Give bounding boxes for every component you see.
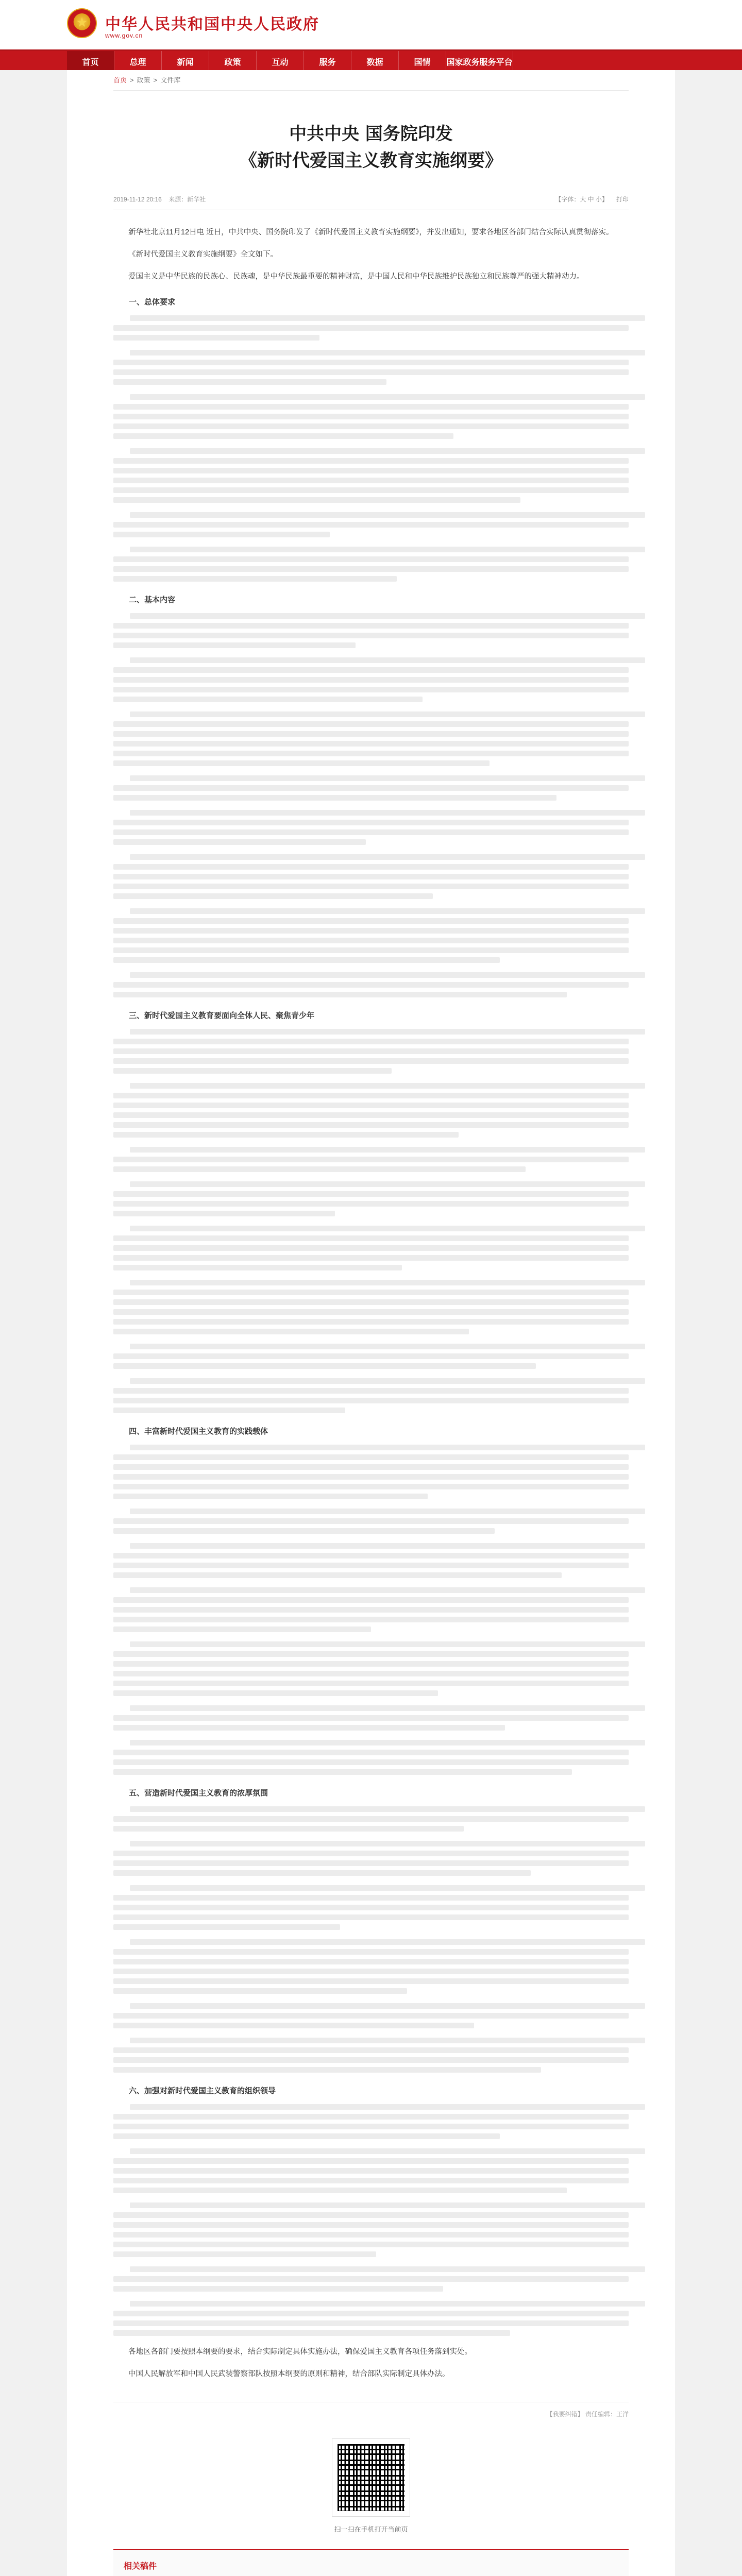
- text-line: [113, 487, 629, 493]
- related-title: 相关稿件: [124, 2562, 157, 2571]
- text-line: [113, 1255, 629, 1261]
- article-body: [113, 210, 629, 2381]
- text-line: [130, 547, 645, 552]
- qr-code-icon: [332, 2439, 410, 2516]
- title-line-1: 中共中央 国务院印发: [289, 124, 453, 144]
- text-line: [113, 1265, 402, 1270]
- text-line: [113, 1484, 629, 1489]
- text-line: [113, 947, 629, 953]
- text-line: [113, 1201, 629, 1207]
- nav-item-guoqing[interactable]: 国情: [399, 51, 446, 72]
- text-line: [113, 1759, 629, 1765]
- text-line: [130, 854, 645, 860]
- text-line: [113, 1626, 371, 1632]
- text-line: [130, 775, 645, 781]
- article-paragraph-placeholder: [113, 448, 629, 503]
- text-line: [113, 1870, 531, 1876]
- article-paragraph-placeholder: [113, 1841, 629, 1876]
- text-line: [130, 1344, 645, 1349]
- text-line: [113, 2023, 474, 2028]
- text-line: [113, 1132, 459, 1138]
- text-line: [113, 1690, 438, 1696]
- text-line: [113, 2222, 629, 2228]
- text-line: [130, 1641, 645, 1647]
- article-paragraph-placeholder: [113, 1344, 629, 1369]
- text-line: [130, 2003, 645, 2009]
- text-line: [113, 1454, 629, 1460]
- article-paragraph-placeholder: [113, 315, 629, 341]
- text-line: [113, 687, 629, 692]
- qr-block: [113, 2439, 629, 2534]
- article-paragraph-placeholder: [113, 972, 629, 997]
- text-line: [113, 2276, 629, 2282]
- site-domain: www.gov.cn: [105, 32, 143, 39]
- text-line: [130, 315, 645, 321]
- article-meta: [113, 195, 629, 210]
- breadcrumb-section[interactable]: 政策: [137, 76, 150, 84]
- text-line: [130, 1445, 645, 1450]
- text-line: [113, 820, 629, 825]
- article-paragraph-placeholder: [113, 1885, 629, 1930]
- article-source: 来源：新华社: [168, 196, 206, 203]
- text-line: [113, 1518, 629, 1524]
- article-paragraph-placeholder: [113, 2038, 629, 2073]
- text-line: [113, 2057, 629, 2063]
- article-paragraph-placeholder: [113, 1543, 629, 1578]
- text-line: [113, 1157, 629, 1162]
- text-line: [113, 2178, 629, 2183]
- text-line: [113, 1112, 629, 1118]
- text-line: [113, 1826, 464, 1832]
- text-line: [113, 2242, 629, 2247]
- article-paragraph-placeholder: [113, 547, 629, 582]
- text-line: [113, 1895, 629, 1901]
- text-line: [130, 613, 645, 619]
- text-line: [130, 2266, 645, 2272]
- text-line: [130, 1587, 645, 1593]
- breadcrumb-separator: >: [153, 76, 158, 84]
- content-page: [67, 70, 675, 2576]
- article-closing-2: 中国人民解放军和中国人民武装警察部队按照本纲要的原则和精神，结合部队实际制定具体办法。: [128, 2370, 450, 2378]
- text-line: [113, 731, 629, 737]
- text-line: [130, 1885, 645, 1891]
- text-line: [113, 532, 330, 537]
- text-line: [113, 478, 629, 483]
- publish-date: 2019-11-12 20:16: [113, 196, 162, 203]
- article-paragraph-placeholder: [113, 1226, 629, 1270]
- text-line: [113, 1464, 629, 1470]
- related-articles: [113, 2549, 629, 2576]
- article-paragraph-placeholder: [113, 2202, 629, 2257]
- article-paragraph-placeholder: [113, 1445, 629, 1499]
- text-line: [113, 566, 629, 572]
- text-line: [113, 1563, 629, 1568]
- nav-item-interaction[interactable]: 互动: [257, 51, 304, 72]
- text-line: [113, 1671, 629, 1676]
- text-line: [113, 2311, 629, 2316]
- text-line: [113, 556, 629, 562]
- text-line: [113, 677, 629, 683]
- text-line: [113, 938, 629, 943]
- font-size-control[interactable]: 【字体：大 中 小】: [555, 196, 608, 203]
- text-line: [113, 1048, 629, 1054]
- article-intro: 新华社北京11月12日电 近日，中共中央、国务院印发了《新时代爱国主义教育实施纲要》，并发出通知，要求各地区各部门结合实际认真贯彻落实。: [128, 228, 614, 236]
- text-line: [113, 1816, 629, 1822]
- text-line: [113, 1329, 469, 1334]
- text-line: [113, 2251, 376, 2257]
- text-line: [113, 404, 629, 410]
- text-line: [113, 874, 629, 879]
- text-line: [113, 829, 629, 835]
- nav-item-news[interactable]: 新闻: [162, 51, 209, 72]
- article-paragraph-placeholder: [113, 512, 629, 537]
- text-line: [130, 1841, 645, 1846]
- section-heading: 四、丰富新时代爱国主义教育的实践载体: [129, 1427, 268, 1436]
- text-line: [113, 1851, 629, 1856]
- text-line: [113, 1290, 629, 1295]
- text-line: [113, 423, 629, 429]
- text-line: [113, 1039, 629, 1044]
- text-line: [113, 2330, 510, 2336]
- print-button[interactable]: 打印: [616, 196, 629, 203]
- page-title: [113, 91, 629, 174]
- text-line: [130, 1280, 645, 1285]
- article-paragraph-placeholder: [113, 1641, 629, 1696]
- text-line: [113, 751, 629, 756]
- text-line: [113, 1617, 629, 1622]
- text-line: [113, 2232, 629, 2238]
- text-line: [113, 697, 423, 702]
- text-line: [113, 576, 397, 582]
- text-line: [130, 2301, 645, 2307]
- text-line: [113, 369, 629, 375]
- text-line: [130, 394, 645, 400]
- article-paragraph-placeholder: [113, 810, 629, 845]
- text-line: [130, 711, 645, 717]
- text-line: [113, 458, 629, 464]
- text-line: [113, 785, 629, 791]
- text-line: [113, 335, 319, 341]
- text-line: [113, 1388, 629, 1394]
- text-line: [113, 839, 366, 845]
- text-line: [113, 1122, 629, 1128]
- text-line: [113, 497, 520, 503]
- article-paragraph-placeholder: [113, 2148, 629, 2193]
- text-line: [130, 657, 645, 663]
- text-line: [113, 1299, 629, 1305]
- text-line: [113, 2286, 443, 2292]
- article-paragraph-placeholder: [113, 2266, 629, 2292]
- text-line: [113, 864, 629, 870]
- text-line: [113, 1949, 629, 1955]
- text-line: [113, 1715, 629, 1721]
- text-line: [113, 2067, 541, 2073]
- article-paragraph-placeholder: [113, 1181, 629, 1216]
- site-name[interactable]: 中华人民共和国中央人民政府: [105, 15, 319, 33]
- nav-item-policy[interactable]: 政策: [209, 51, 257, 72]
- article-paragraph-placeholder: [113, 711, 629, 766]
- article-paragraph-placeholder: [113, 1740, 629, 1775]
- text-line: [113, 721, 629, 727]
- text-line: [130, 1705, 645, 1711]
- article-paragraph-placeholder: [113, 394, 629, 439]
- text-line: [113, 1245, 629, 1251]
- text-line: [113, 2047, 629, 2053]
- section-heading: 五、营造新时代爱国主义教育的浓厚氛围: [129, 1789, 268, 1798]
- text-line: [113, 1474, 629, 1480]
- main-nav: [0, 49, 742, 70]
- breadcrumb-sub[interactable]: 文件库: [160, 76, 181, 84]
- text-line: [113, 1191, 629, 1197]
- text-line: [113, 623, 629, 629]
- text-line: [130, 1740, 645, 1745]
- article-paragraph-placeholder: [113, 2104, 629, 2139]
- nav-item-service-platform[interactable]: 国家政务服务平台: [446, 51, 513, 72]
- text-line: [130, 1147, 645, 1153]
- text-line: [113, 1988, 407, 1994]
- article-paragraph-placeholder: [113, 775, 629, 801]
- text-line: [130, 448, 645, 454]
- text-line: [113, 1607, 629, 1613]
- text-line: [130, 1509, 645, 1514]
- text-line: [113, 433, 453, 439]
- text-line: [130, 2148, 645, 2154]
- article-paragraph-placeholder: [113, 1083, 629, 1138]
- text-line: [113, 1309, 629, 1315]
- text-line: [113, 468, 629, 473]
- text-line: [113, 982, 629, 988]
- article-paragraph-placeholder: [113, 1509, 629, 1534]
- text-line: [113, 633, 629, 638]
- text-line: [113, 1769, 572, 1775]
- text-line: [113, 1166, 526, 1172]
- text-line: [113, 2212, 629, 2218]
- text-line: [113, 1058, 629, 1064]
- text-line: [130, 2038, 645, 2043]
- text-line: [113, 1211, 335, 1216]
- article-paragraph-placeholder: [113, 613, 629, 648]
- text-line: [113, 1398, 629, 1403]
- text-line: [130, 1083, 645, 1089]
- article-paragraph-placeholder: [113, 657, 629, 702]
- section-heading: 一、总体要求: [129, 298, 176, 307]
- text-line: [130, 972, 645, 978]
- text-line: [113, 2168, 629, 2174]
- text-line: [113, 1494, 428, 1499]
- text-line: [130, 1226, 645, 1231]
- title-line-2: 《新时代爱国主义教育实施纲要》: [240, 150, 502, 171]
- text-line: [113, 1103, 629, 1108]
- text-line: [113, 379, 386, 385]
- text-line: [130, 512, 645, 518]
- text-line: [113, 325, 629, 331]
- text-line: [113, 522, 629, 528]
- text-line: [113, 893, 433, 899]
- text-line: [113, 992, 567, 997]
- text-line: [113, 1572, 562, 1578]
- text-line: [130, 2202, 645, 2208]
- article-paragraph-placeholder: [113, 1378, 629, 1413]
- text-line: [113, 2133, 500, 2139]
- nav-item-service[interactable]: 服务: [304, 51, 351, 72]
- text-line: [113, 414, 629, 419]
- section-heading: 三、新时代爱国主义教育要面向全体人民、聚焦青少年: [129, 1011, 315, 1020]
- text-line: [113, 1914, 629, 1920]
- breadcrumb: [113, 70, 629, 91]
- text-line: [130, 810, 645, 816]
- text-line: [113, 1750, 629, 1755]
- text-line: [113, 1363, 536, 1369]
- article-paragraph-placeholder: [113, 1806, 629, 1832]
- text-line: [113, 1959, 629, 1964]
- text-line: [113, 1725, 505, 1731]
- text-line: [113, 667, 629, 673]
- site-header: [0, 0, 742, 49]
- breadcrumb-separator: >: [130, 76, 134, 84]
- text-line: [113, 2188, 567, 2193]
- text-line: [113, 1969, 629, 1974]
- text-line: [113, 1651, 629, 1657]
- article-paragraph-placeholder: [113, 1280, 629, 1334]
- section-heading: 六、加强对新时代爱国主义教育的组织领导: [129, 2087, 276, 2095]
- text-line: [130, 350, 645, 355]
- breadcrumb-home[interactable]: 首页: [113, 76, 127, 84]
- text-line: [113, 928, 629, 934]
- article-paragraph-placeholder: [113, 1939, 629, 1994]
- text-line: [130, 2104, 645, 2110]
- text-line: [113, 2320, 629, 2326]
- text-line: [113, 918, 629, 924]
- text-line: [113, 1661, 629, 1667]
- text-line: [130, 908, 645, 914]
- text-line: [113, 1068, 392, 1074]
- text-line: [130, 1378, 645, 1384]
- article-paragraph-placeholder: [113, 908, 629, 963]
- text-line: [113, 760, 490, 766]
- nav-item-data[interactable]: 数据: [351, 51, 399, 72]
- article-paragraph-placeholder: [113, 350, 629, 385]
- text-line: [113, 1093, 629, 1098]
- text-line: [130, 1181, 645, 1187]
- article-sections: [113, 296, 629, 2336]
- text-line: [113, 1353, 629, 1359]
- text-line: [130, 1029, 645, 1035]
- text-line: [130, 1806, 645, 1812]
- text-line: [113, 2013, 629, 2019]
- text-line: [113, 741, 629, 747]
- article-paragraph-placeholder: [113, 2003, 629, 2028]
- nav-item-premier[interactable]: 总理: [114, 51, 162, 72]
- nav-item-home[interactable]: 首页: [67, 51, 114, 72]
- text-line: [113, 1597, 629, 1603]
- article-paragraph-placeholder: [113, 1029, 629, 1074]
- text-line: [113, 1978, 629, 1984]
- text-line: [113, 2124, 629, 2129]
- editor-info: 【我要纠错】 责任编辑：王洋: [113, 2402, 629, 2418]
- article-paragraph-placeholder: [113, 1705, 629, 1731]
- text-line: [113, 2114, 629, 2120]
- article-paragraph: 爱国主义是中华民族的民族心、民族魂，是中华民族最重要的精神财富，是中国人民和中华民族维护民族独立和民族尊严的强大精神动力。: [128, 273, 584, 281]
- text-line: [113, 1924, 340, 1930]
- text-line: [113, 1860, 629, 1866]
- text-line: [113, 1681, 629, 1686]
- article-subheading: 《新时代爱国主义教育实施纲要》全文如下。: [128, 250, 278, 259]
- article-paragraph-placeholder: [113, 1147, 629, 1172]
- text-line: [113, 360, 629, 365]
- section-heading: 二、基本内容: [129, 596, 176, 604]
- text-line: [113, 642, 356, 648]
- text-line: [113, 1553, 629, 1558]
- text-line: [113, 957, 500, 963]
- text-line: [113, 795, 556, 801]
- article-paragraph-placeholder: [113, 1587, 629, 1632]
- article-paragraph-placeholder: [113, 2301, 629, 2336]
- text-line: [113, 1235, 629, 1241]
- national-emblem-icon[interactable]: [67, 8, 97, 38]
- text-line: [130, 1939, 645, 1945]
- article-closing: 各地区各部门要按照本纲要的要求，结合实际制定具体实施办法，确保爱国主义教育各项任务落到实处。: [128, 2348, 472, 2356]
- text-line: [113, 884, 629, 889]
- article-paragraph-placeholder: [113, 854, 629, 899]
- text-line: [130, 1543, 645, 1549]
- text-line: [113, 1408, 345, 1413]
- text-line: [113, 1319, 629, 1325]
- text-line: [113, 1905, 629, 1910]
- text-line: [113, 1528, 495, 1534]
- qr-label: 扫一扫在手机打开当前页: [334, 2526, 408, 2533]
- text-line: [113, 2158, 629, 2164]
